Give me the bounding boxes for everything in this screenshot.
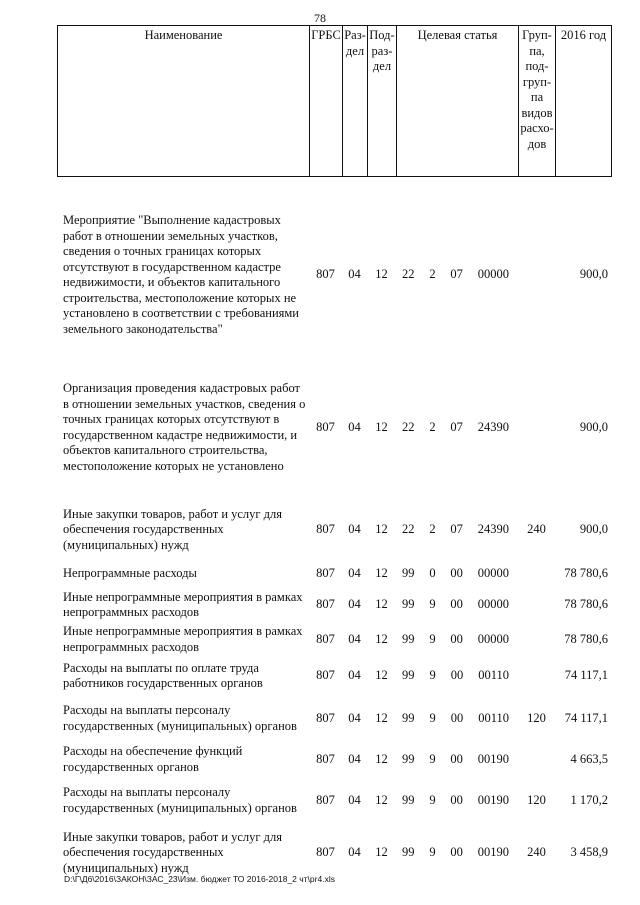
row-target: 99 9 00 00000 bbox=[402, 631, 509, 646]
row-name: Мероприятие "Выполнение кадастровых работ в отношении земельных участков, сведения о точных границах которых отсутствуют в государственном кадастре недвижимости, и объектов капитального строительства, местоположение которых не установлено в соответствии с требованиями земельного законодательства" bbox=[63, 213, 299, 336]
row-name: Иные непрограммные мероприятия в рамках непрограммных расходов bbox=[63, 624, 303, 654]
col-name-header: Наименование bbox=[58, 26, 310, 177]
table-row bbox=[57, 656, 611, 696]
table-row bbox=[57, 623, 611, 656]
row-sum: 3 458,9 bbox=[570, 845, 608, 860]
row-vid: 240 bbox=[527, 845, 546, 860]
row-podrazdel: 12 bbox=[375, 845, 388, 860]
table-row bbox=[57, 195, 611, 355]
row-sum: 1 170,2 bbox=[570, 792, 608, 807]
row-vid bbox=[518, 195, 555, 355]
row-vid bbox=[518, 741, 555, 778]
row-vid bbox=[518, 587, 555, 623]
table-row bbox=[57, 741, 611, 778]
row-razdel: 04 bbox=[348, 565, 361, 580]
row-grbs: 807 bbox=[316, 419, 335, 434]
page-number: 78 bbox=[314, 11, 326, 25]
row-podrazdel: 12 bbox=[375, 631, 388, 646]
row-name: Иные закупки товаров, работ и услуг для обеспечения государственных (муниципальных) нужд bbox=[63, 829, 283, 875]
row-name: Расходы на выплаты по оплате труда работников государственных органов bbox=[63, 660, 263, 690]
col-year-header: 2016 год bbox=[556, 26, 612, 177]
row-sum: 74 117,1 bbox=[564, 710, 608, 725]
table-row bbox=[57, 587, 611, 623]
row-target: 99 9 00 00190 bbox=[402, 792, 509, 807]
row-sum: 900,0 bbox=[579, 267, 608, 282]
row-podrazdel: 12 bbox=[375, 419, 388, 434]
table-row bbox=[57, 500, 611, 560]
table-row bbox=[57, 696, 611, 741]
row-podrazdel: 12 bbox=[375, 668, 388, 683]
row-name: Расходы на обеспечение функций государственных органов bbox=[63, 744, 243, 774]
col-vid-header: Груп- па, под- груп- па видов расхо- дов bbox=[519, 26, 556, 177]
row-name: Иные закупки товаров, работ и услуг для обеспечения государственных (муниципальных) нужд bbox=[63, 506, 283, 552]
row-grbs: 807 bbox=[316, 565, 335, 580]
row-target: 99 9 00 00110 bbox=[402, 668, 509, 683]
row-target: 22 2 07 24390 bbox=[402, 522, 509, 537]
row-sum: 78 780,6 bbox=[564, 565, 608, 580]
row-razdel: 04 bbox=[348, 597, 361, 612]
row-razdel: 04 bbox=[348, 631, 361, 646]
table-row bbox=[57, 355, 611, 500]
row-razdel: 04 bbox=[348, 710, 361, 725]
table-header bbox=[57, 25, 612, 177]
row-podrazdel: 12 bbox=[375, 597, 388, 612]
row-razdel: 04 bbox=[348, 668, 361, 683]
row-podrazdel: 12 bbox=[375, 565, 388, 580]
row-vid bbox=[518, 560, 555, 587]
col-grbs-header: ГРБС bbox=[310, 26, 343, 177]
row-target: 22 2 07 00000 bbox=[402, 267, 509, 282]
row-target: 22 2 07 24390 bbox=[402, 419, 509, 434]
row-vid bbox=[518, 355, 555, 500]
row-razdel: 04 bbox=[348, 751, 361, 766]
row-vid: 120 bbox=[527, 792, 546, 807]
row-grbs: 807 bbox=[316, 597, 335, 612]
file-path-footer: D:\Г\Д6\2016\ЗАКОН\ЗАС_23\Изм. бюджет ТО 2016-2018_2 чт\pr4.xls bbox=[64, 874, 335, 884]
row-sum: 4 663,5 bbox=[570, 751, 608, 766]
row-vid bbox=[518, 656, 555, 696]
row-sum: 78 780,6 bbox=[564, 597, 608, 612]
row-grbs: 807 bbox=[316, 792, 335, 807]
row-target: 99 0 00 00000 bbox=[402, 565, 509, 580]
row-name: Иные непрограммные мероприятия в рамках непрограммных расходов bbox=[63, 589, 303, 619]
row-name: Расходы на выплаты персоналу государственных (муниципальных) органов bbox=[63, 785, 297, 815]
row-grbs: 807 bbox=[316, 751, 335, 766]
row-vid: 120 bbox=[527, 710, 546, 725]
row-name: Расходы на выплаты персоналу государственных (муниципальных) органов bbox=[63, 703, 297, 733]
row-sum: 900,0 bbox=[579, 522, 608, 537]
row-podrazdel: 12 bbox=[375, 710, 388, 725]
table-row bbox=[57, 778, 611, 823]
row-podrazdel: 12 bbox=[375, 267, 388, 282]
row-razdel: 04 bbox=[348, 845, 361, 860]
row-grbs: 807 bbox=[316, 845, 335, 860]
row-razdel: 04 bbox=[348, 419, 361, 434]
row-name: Непрограммные расходы bbox=[63, 565, 197, 580]
row-razdel: 04 bbox=[348, 267, 361, 282]
row-sum: 900,0 bbox=[579, 419, 608, 434]
row-sum: 74 117,1 bbox=[564, 668, 608, 683]
row-razdel: 04 bbox=[348, 522, 361, 537]
row-podrazdel: 12 bbox=[375, 792, 388, 807]
row-podrazdel: 12 bbox=[375, 522, 388, 537]
row-target: 99 9 00 00000 bbox=[402, 597, 509, 612]
row-target: 99 9 00 00190 bbox=[402, 845, 509, 860]
row-target: 99 9 00 00110 bbox=[402, 710, 509, 725]
row-target: 99 9 00 00190 bbox=[402, 751, 509, 766]
row-vid: 240 bbox=[527, 522, 546, 537]
col-target-header: Целевая статья bbox=[397, 26, 519, 177]
row-grbs: 807 bbox=[316, 267, 335, 282]
row-grbs: 807 bbox=[316, 522, 335, 537]
row-grbs: 807 bbox=[316, 668, 335, 683]
row-podrazdel: 12 bbox=[375, 751, 388, 766]
budget-table bbox=[57, 195, 611, 883]
table-row bbox=[57, 560, 611, 587]
row-razdel: 04 bbox=[348, 792, 361, 807]
row-name: Организация проведения кадастровых работ в отношении земельных участков, сведения о точных границах которых отсутствуют в государственном кадастре недвижимости, и объектов капитального строительства, местоположение которых не установлено bbox=[63, 381, 306, 473]
col-razdel-header: Раз- дел bbox=[343, 26, 368, 177]
row-sum: 78 780,6 bbox=[564, 631, 608, 646]
row-vid bbox=[518, 623, 555, 656]
row-grbs: 807 bbox=[316, 710, 335, 725]
row-grbs: 807 bbox=[316, 631, 335, 646]
col-podrazdel-header: Под- раз- дел bbox=[368, 26, 397, 177]
